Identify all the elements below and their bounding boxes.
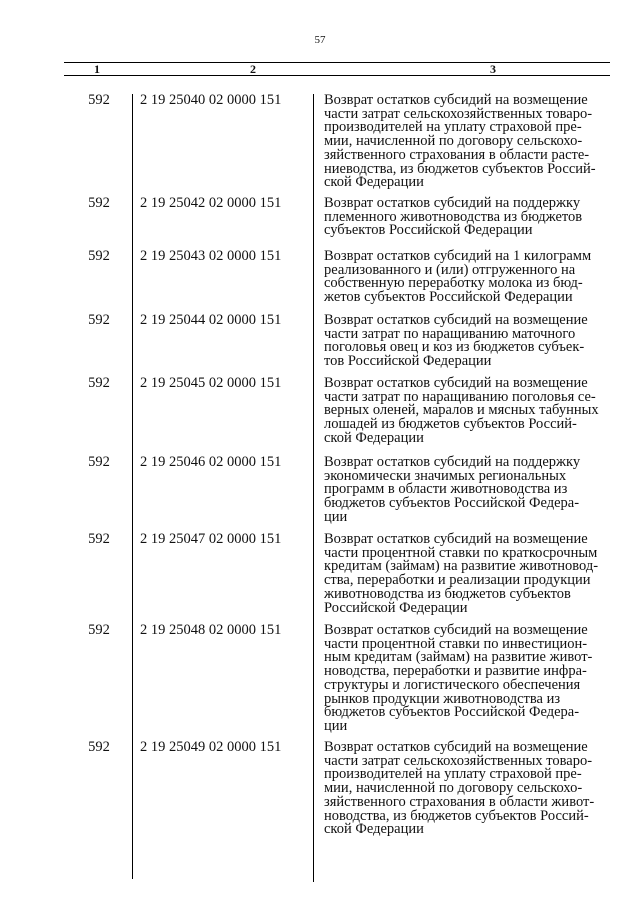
description [318,624,610,734]
table-rows [64,94,610,837]
header-col-2: 2 [250,62,256,76]
description [318,94,610,190]
description-line: ства, переработки и реализации продукции [324,572,591,589]
table-row [64,624,610,734]
row-number: 592 [88,375,110,392]
table-body [64,94,610,837]
header-col-3: 3 [490,62,496,76]
description-line: ской Федерации [324,821,424,838]
classification-code: 2 19 25049 02 0000 151 [140,739,282,756]
description-line: тов Российской Федерации [324,353,492,370]
description-line: части затрат сельскохозяйственных товаро- [324,105,593,122]
description-line: ции [324,717,348,734]
table-row [64,533,610,615]
description-line: Возврат остатков субсидий на поддержку [324,195,581,212]
description-line: поголовья овец и коз из бюджетов субъек- [324,339,585,356]
description-line: Возврат остатков субсидий на возмещение [324,375,588,392]
description [318,533,610,615]
description-line: ской Федерации [324,429,424,446]
row-number: 592 [88,195,110,212]
description-line: верных оленей, маралов и мясных табунных [324,402,599,419]
description-line: части процентной ставки по краткосрочным [324,544,598,561]
description-line: мии, начисленной по договору сельскохо- [324,133,583,150]
description-line: зяйственного страхования в области живот- [324,793,595,810]
description-line: Возврат остатков субсидий на 1 килограмм [324,248,592,265]
description-line: рынков продукции животноводства из [324,690,561,707]
row-number: 592 [88,92,110,108]
table-row [64,456,610,525]
description-line: ции [324,508,348,525]
classification-code: 2 19 25043 02 0000 151 [140,248,282,265]
page-number: 57 [314,34,326,46]
description [318,250,610,305]
table-row [64,94,610,190]
description-line: части затрат по наращиванию маточного [324,325,576,342]
description-line: животноводства из бюджетов субъектов [324,585,571,602]
description [318,456,610,525]
description-line: Российской Федерации [324,599,468,616]
header-col-1: 1 [94,62,100,76]
description [318,197,610,238]
description-line: ным кредитам (займам) на развитие живот- [324,649,593,666]
table-header [64,62,610,76]
description-line: производителей на уплату страховой пре- [324,766,582,783]
description-line: новодства, из бюджетов субъектов Россий- [324,807,589,824]
row-number: 592 [88,739,110,756]
description-line: зяйственного страхования в области расте- [324,146,590,163]
classification-code: 2 19 25047 02 0000 151 [140,531,282,548]
classification-code: 2 19 25046 02 0000 151 [140,454,282,471]
description-line: части процентной ставки по инвестицион- [324,635,588,652]
table-row [64,197,610,238]
row-number: 592 [88,454,110,471]
table-row [64,377,610,446]
description [318,377,610,446]
description-line: части затрат по наращиванию поголовья се- [324,388,596,405]
description-line: части затрат сельскохозяйственных товаро- [324,752,593,769]
table-row [64,250,610,305]
description-line: Возврат остатков субсидий на возмещение [324,312,588,329]
description-line: собственную переработку молока из бюд- [324,275,583,292]
description-line: мии, начисленной по договору сельскохо- [324,780,583,797]
row-number: 592 [88,531,110,548]
description-line: новодства, переработки и развитие инфра- [324,663,587,680]
description-line: лошадей из бюджетов субъектов Россий- [324,416,577,433]
description-line: кредитам (займам) на развитие животновод- [324,558,599,575]
description-line: реализованного и (или) отгруженного на [324,261,576,278]
classification-code: 2 19 25040 02 0000 151 [140,92,282,108]
description-line: ниеводства, из бюджетов субъектов Россий- [324,160,596,177]
row-number: 592 [88,312,110,329]
description-line: Возврат остатков субсидий на поддержку [324,454,581,471]
description-line: производителей на уплату страховой пре- [324,119,582,136]
table-row [64,314,610,369]
row-number: 592 [88,622,110,639]
row-number: 592 [88,248,110,265]
classification-code: 2 19 25044 02 0000 151 [140,312,282,329]
description-line: бюджетов субъектов Российской Федера- [324,704,580,721]
classification-code: 2 19 25045 02 0000 151 [140,375,282,392]
description-line: Возврат остатков субсидий на возмещение [324,92,588,108]
description-line: племенного животноводства из бюджетов [324,208,583,225]
description-line: ской Федерации [324,174,424,191]
description-line: жетов субъектов Российской Федерации [324,289,573,306]
classification-code: 2 19 25042 02 0000 151 [140,195,282,212]
description-line: Возврат остатков субсидий на возмещение [324,622,588,639]
description-line: бюджетов субъектов Российской Федера- [324,495,580,512]
description-line: структуры и логистического обеспечения [324,676,581,693]
table-row [64,741,610,837]
description-line: экономически значимых региональных [324,467,567,484]
description [318,314,610,369]
classification-table [64,62,610,837]
description-line: Возврат остатков субсидий на возмещение [324,531,588,548]
description-line: Возврат остатков субсидий на возмещение [324,739,588,756]
classification-code: 2 19 25048 02 0000 151 [140,622,282,639]
description [318,741,610,837]
description-line: программ в области животноводства из [324,481,568,498]
description-line: субъектов Российской Федерации [324,222,533,239]
